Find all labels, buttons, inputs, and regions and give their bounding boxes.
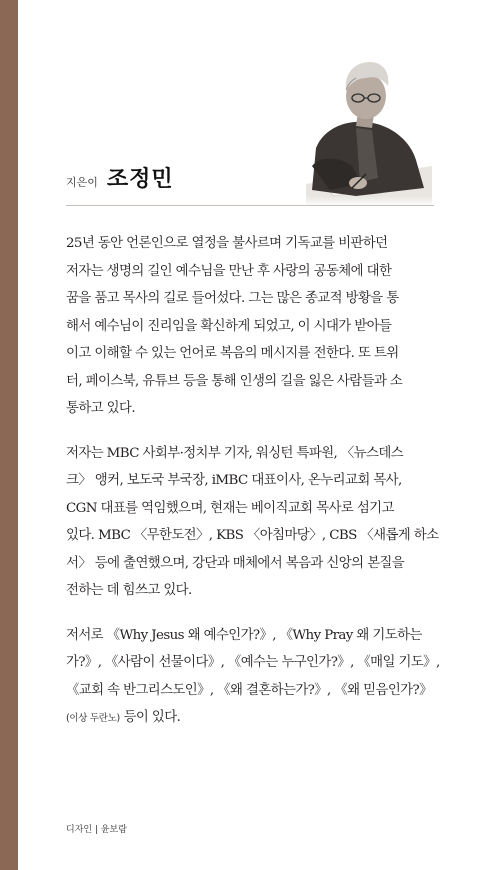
design-credit: 디자인 | 윤보람: [66, 825, 127, 835]
book-spine-bar: [0, 0, 18, 870]
text-line-rest: 등이 있다.: [119, 710, 181, 725]
text-line: 25년 동안 언론인으로 열정을 불사르며 기독교를 비판하던: [66, 236, 388, 251]
text-line: 전하는 데 힘쓰고 있다.: [66, 583, 192, 598]
bio-paragraph-3: [66, 622, 440, 733]
author-heading: [66, 162, 174, 193]
text-line: 터, 페이스북, 유튜브 등을 통해 인생의 길을 잃은 사람들과 소: [66, 373, 403, 389]
text-line: 해서 예수님이 진리임을 확신하게 되었고, 이 시대가 받아들: [66, 318, 392, 334]
text-line: 저자는 MBC 사회부·정치부 기자, 워싱턴 특파원, 〈뉴스데스: [66, 445, 403, 461]
text-line: 꿈을 품고 목사의 길로 들어섰다. 그는 많은 종교적 방황을 통: [66, 291, 399, 306]
text-line: 있다. MBC 〈무한도전〉, KBS 〈아침마당〉, CBS 〈새롭게 하소: [66, 528, 439, 543]
author-prefix: 지은이: [66, 176, 98, 189]
text-line: 《교회 속 반그리스도인》, 《왜 결혼하는가?》, 《왜 믿음인가?》: [66, 682, 432, 698]
text-line: 크〉 앵커, 보도국 부국장, iMBC 대표이사, 온누리교회 목사,: [66, 473, 402, 488]
bio-paragraph-1: [66, 230, 434, 423]
text-line: 이고 이해할 수 있는 언어로 복음의 메시지를 전한다. 또 트위: [66, 346, 399, 361]
divider: [66, 205, 434, 206]
text-line: 서〉 등에 출연했으며, 강단과 매체에서 복음과 신앙의 본질을: [66, 555, 405, 571]
author-photo: [286, 56, 432, 206]
text-line: [66, 704, 434, 733]
text-line: 저자는 생명의 길인 예수님을 만난 후 사랑의 공동체에 대한: [66, 263, 392, 279]
author-name: 조정민: [106, 166, 174, 192]
bio-paragraph-2: [66, 440, 439, 605]
text-line: 통하고 있다.: [66, 401, 135, 416]
text-line: 가?》, 《사람이 선물이다》, 《예수는 누구인가?》, 《매일 기도》,: [66, 655, 440, 670]
text-line: 저서로 《Why Jesus 왜 예수인가?》, 《Why Pray 왜 기도하는: [66, 627, 422, 643]
publisher-note: (이상 두란노): [66, 713, 120, 724]
author-bio: [66, 230, 440, 750]
text-line: CGN 대표를 역임했으며, 현재는 베이직교회 목사로 섬기고: [66, 500, 394, 516]
